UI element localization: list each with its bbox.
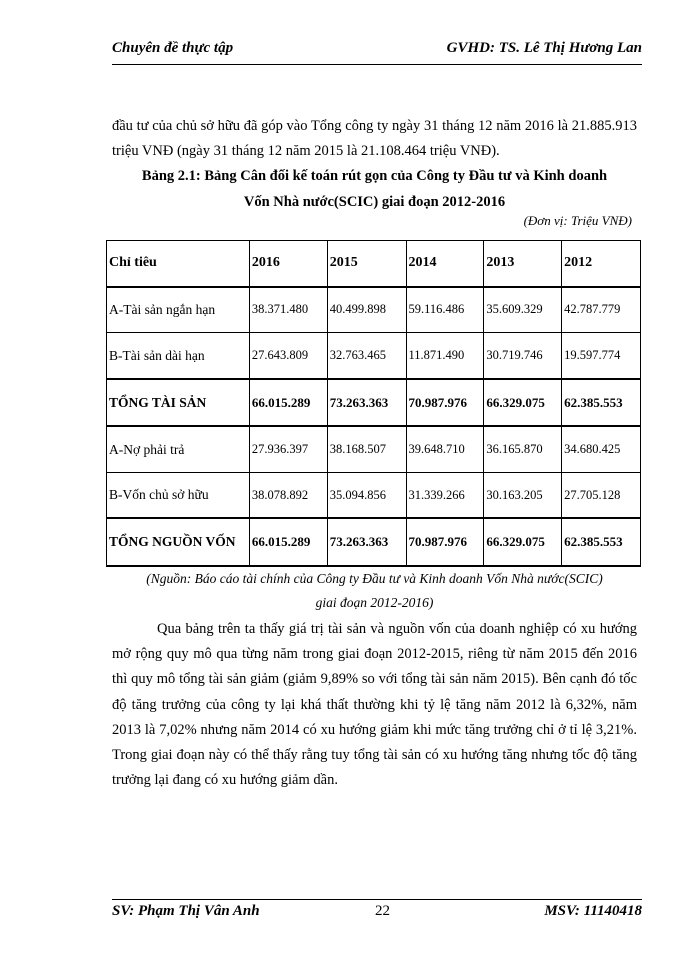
analysis-paragraph <box>112 617 637 793</box>
table-cell: 32.763.465 <box>327 333 406 379</box>
header-supervisor: GVHD: TS. Lê Thị Hương Lan <box>446 40 642 56</box>
table-cell: 73.263.363 <box>327 518 406 566</box>
row-label: TỔNG NGUỒN VỐN <box>107 518 250 566</box>
column-header: 2015 <box>327 241 406 287</box>
table-cell: 62.385.553 <box>562 518 641 566</box>
column-header: 2012 <box>562 241 641 287</box>
footer-student-id: MSV: 11140418 <box>544 903 642 919</box>
table-cell: 73.263.363 <box>327 379 406 426</box>
table-source-line2: giai đoạn 2012-2016) <box>315 595 434 610</box>
table-cell: 35.609.329 <box>484 287 562 333</box>
table-cell: 62.385.553 <box>562 379 641 426</box>
table-caption-line1: Bảng 2.1: Bảng Cân đối kế toán rút gọn của Công ty Đầu tư và Kinh doanh <box>141 168 608 184</box>
table-cell: 70.987.976 <box>406 518 484 566</box>
table-cell: 27.643.809 <box>249 333 327 379</box>
table-caption <box>112 163 637 215</box>
analysis-text: Qua bảng trên ta thấy giá trị tài sản và nguồn vốn của doanh nghiệp có xu hướng mở rộng quy mô qua từng năm trong giai đoạn 2012-2015, riêng từ năm 2015 đến 2016 thì quy mô tổng tài sản giảm (giảm 9,89% so với tổng tài sản năm 2015). Bên cạnh đó tốc độ tăng trưởng của công ty lại khá thất thường khi tỷ lệ tăng năm 2012 là 6,32%, năm 2013 là 7,02% nhưng năm 2014 có xu hướng giảm khi mức tăng trưởng chỉ ở tỉ lệ 3,21%. Trong giai đoạn này có thể thấy rằng tuy tổng tài sản có xu hướng tăng nhưng tốc độ tăng trưởng lại đang có xu hướng giảm dần. <box>112 621 637 789</box>
table-cell: 38.078.892 <box>249 472 327 518</box>
table-cell: 11.871.490 <box>406 333 484 379</box>
table-cell: 27.705.128 <box>562 472 641 518</box>
table-cell: 27.936.397 <box>249 426 327 472</box>
page-number: 22 <box>375 903 390 919</box>
balance-sheet-table <box>106 240 641 567</box>
table-row <box>107 426 641 472</box>
footer-student: SV: Phạm Thị Vân Anh <box>112 903 260 919</box>
row-label: B-Vốn chủ sở hữu <box>107 472 250 518</box>
table-row <box>107 287 641 333</box>
header-title: Chuyên đề thực tập <box>112 40 234 56</box>
table-source-line1: (Nguồn: Báo cáo tài chính của Công ty Đầu tư và Kinh doanh Vốn Nhà nước(SCIC) <box>146 571 603 586</box>
table-cell: 70.987.976 <box>406 379 484 426</box>
table-row-total-assets <box>107 379 641 426</box>
column-header: Chỉ tiêu <box>107 241 250 287</box>
table-cell: 66.015.289 <box>249 379 327 426</box>
table-cell: 59.116.486 <box>406 287 484 333</box>
table-cell: 42.787.779 <box>562 287 641 333</box>
table-cell: 66.329.075 <box>484 379 562 426</box>
table-cell: 38.168.507 <box>327 426 406 472</box>
row-label: TỔNG TÀI SẢN <box>107 379 250 426</box>
row-label: B-Tài sản dài hạn <box>107 333 250 379</box>
table-cell: 39.648.710 <box>406 426 484 472</box>
page-footer <box>112 899 642 924</box>
table-cell: 40.499.898 <box>327 287 406 333</box>
table-cell: 31.339.266 <box>406 472 484 518</box>
column-header: 2016 <box>249 241 327 287</box>
table-cell: 30.719.746 <box>484 333 562 379</box>
table-caption-line2: Vốn Nhà nước(SCIC) giai đoạn 2012-2016 <box>243 194 506 210</box>
table-row <box>107 472 641 518</box>
table-row-total-capital <box>107 518 641 566</box>
table-cell: 19.597.774 <box>562 333 641 379</box>
table-header-row <box>107 241 641 287</box>
table-row <box>107 333 641 379</box>
column-header: 2014 <box>406 241 484 287</box>
page-header <box>112 36 642 65</box>
table-cell: 66.015.289 <box>249 518 327 566</box>
table-unit: (Đơn vị: Triệu VNĐ) <box>523 213 632 228</box>
row-label: A-Nợ phải trả <box>107 426 250 472</box>
table-cell: 36.165.870 <box>484 426 562 472</box>
table-cell: 34.680.425 <box>562 426 641 472</box>
table-cell: 30.163.205 <box>484 472 562 518</box>
column-header: 2013 <box>484 241 562 287</box>
table-source <box>112 567 637 615</box>
row-label: A-Tài sản ngắn hạn <box>107 287 250 333</box>
table-cell: 66.329.075 <box>484 518 562 566</box>
table-cell: 38.371.480 <box>249 287 327 333</box>
table-cell: 35.094.856 <box>327 472 406 518</box>
intro-paragraph: đầu tư của chủ sở hữu đã góp vào Tổng công ty ngày 31 tháng 12 năm 2016 là 21.885.913 triệu VNĐ (ngày 31 tháng 12 năm 2015 là 21.108.464 triệu VNĐ). <box>112 118 637 159</box>
